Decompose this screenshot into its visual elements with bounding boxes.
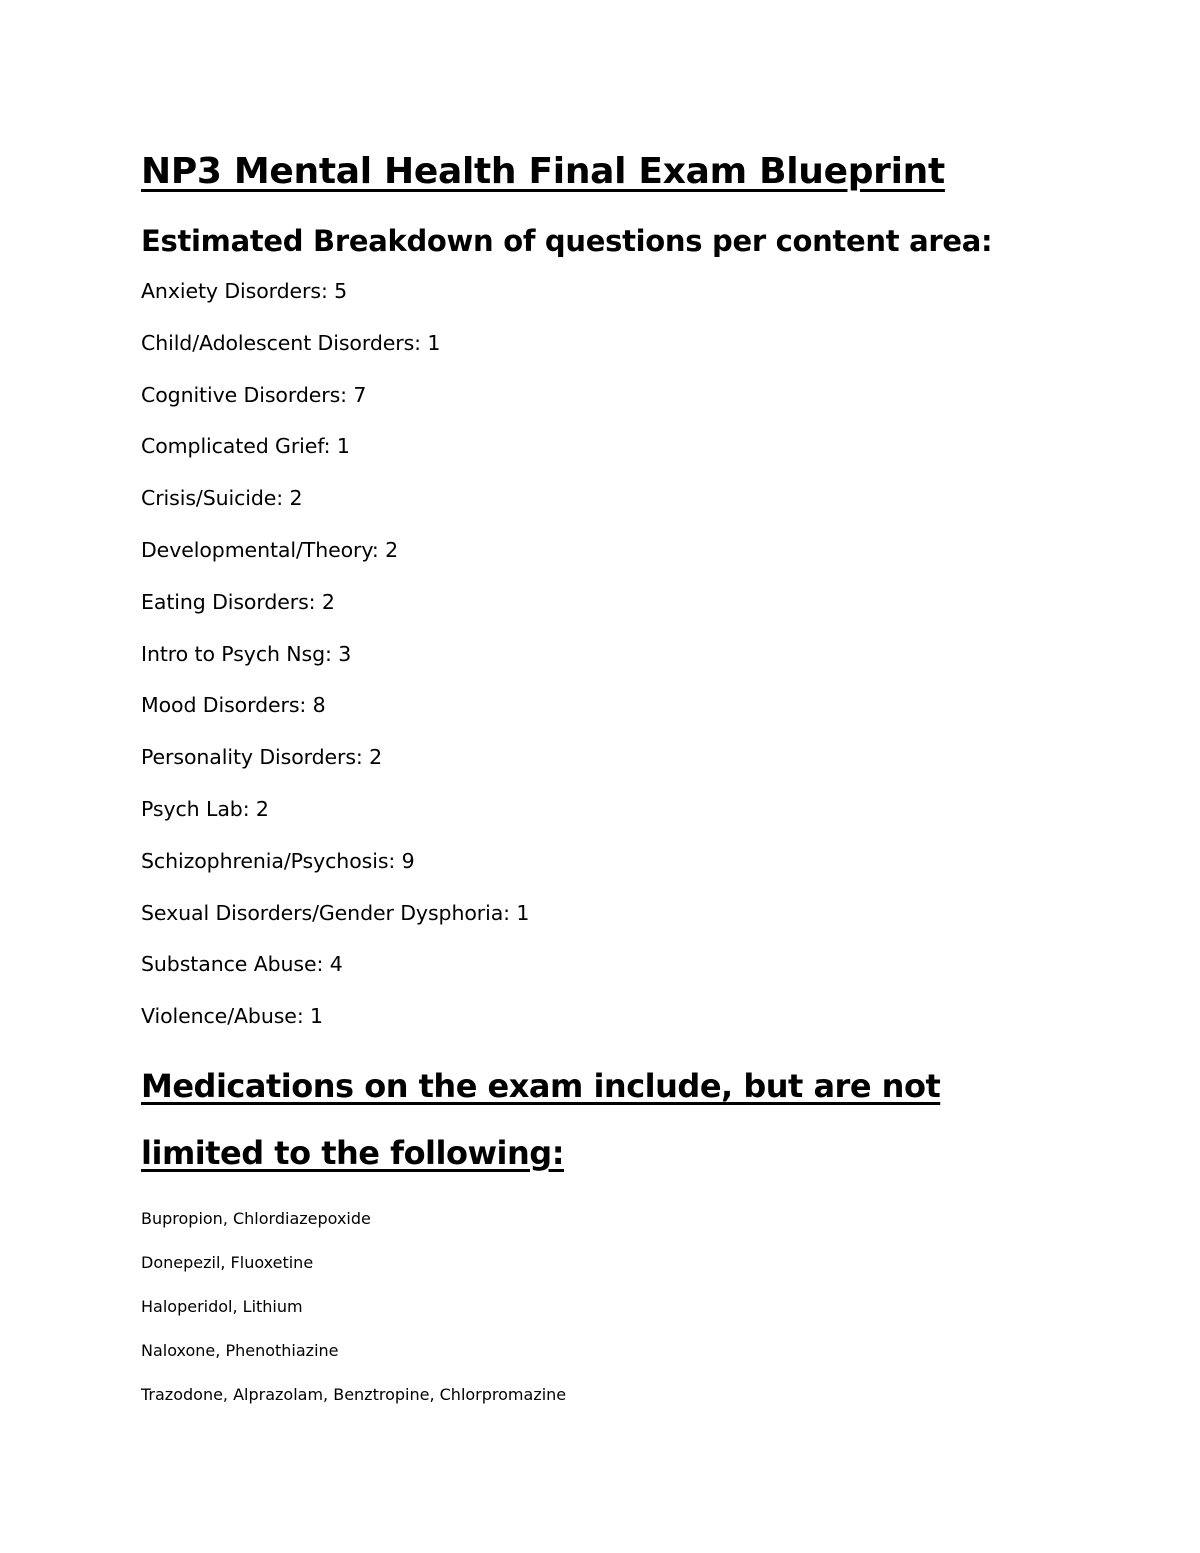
breakdown-item: Child/Adolescent Disorders: 1 — [141, 330, 441, 355]
medications-heading: Medications on the exam include, but are not limited to the following: — [141, 1066, 941, 1172]
breakdown-item: Personality Disorders: 2 — [141, 745, 383, 770]
medication-item: Trazodone, Alprazolam, Benztropine, Chlorpromazine — [141, 1384, 567, 1404]
breakdown-item: Anxiety Disorders: 5 — [141, 279, 348, 303]
breakdown-item: Eating Disorders: 2 — [141, 589, 335, 614]
medication-item: Donepezil, Fluoxetine — [141, 1252, 314, 1272]
breakdown-item: Psych Lab: 2 — [141, 796, 269, 821]
breakdown-item: Crisis/Suicide: 2 — [141, 486, 303, 511]
breakdown-item: Violence/Abuse: 1 — [141, 1004, 323, 1029]
breakdown-heading: Estimated Breakdown of questions per content area: — [141, 224, 993, 258]
medication-item: Bupropion, Chlordiazepoxide — [141, 1208, 371, 1228]
breakdown-item: Schizophrenia/Psychosis: 9 — [141, 848, 415, 873]
breakdown-list — [141, 276, 1101, 1031]
medication-item: Haloperidol, Lithium — [141, 1296, 303, 1316]
document-content — [141, 146, 1101, 1427]
breakdown-item: Sexual Disorders/Gender Dysphoria: 1 — [141, 900, 530, 925]
breakdown-item: Cognitive Disorders: 7 — [141, 382, 367, 407]
page-title: NP3 Mental Health Final Exam Blueprint — [141, 151, 945, 192]
breakdown-item: Developmental/Theory: 2 — [141, 537, 399, 562]
medications-list — [141, 1207, 1101, 1407]
breakdown-item: Mood Disorders: 8 — [141, 693, 326, 718]
breakdown-item: Intro to Psych Nsg: 3 — [141, 641, 352, 666]
breakdown-item: Complicated Grief: 1 — [141, 434, 350, 459]
medication-item: Naloxone, Phenothiazine — [141, 1340, 339, 1360]
breakdown-item: Substance Abuse: 4 — [141, 952, 343, 977]
